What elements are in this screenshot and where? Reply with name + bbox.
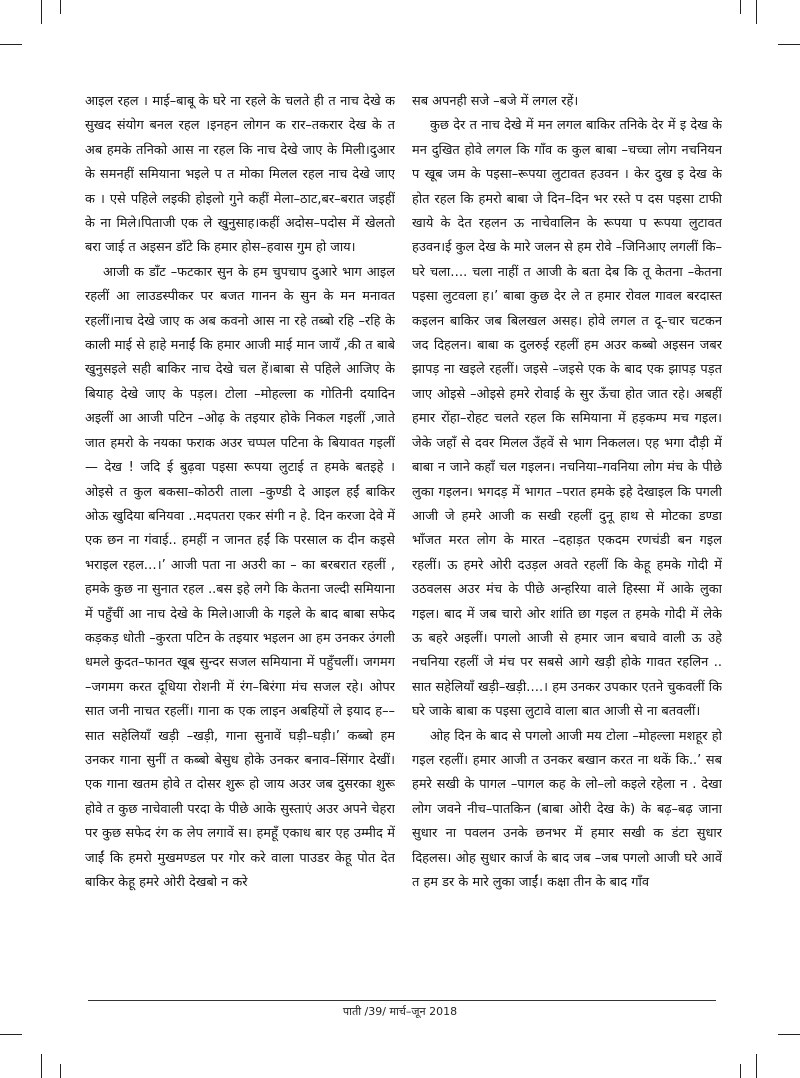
crop-mark	[0, 1034, 22, 1035]
crop-mark	[60, 0, 61, 14]
crop-mark	[740, 0, 741, 14]
paragraph: कुछ देर त नाच देखे में मन लगल बाकिर तनिके देर में इ देख के मन दुखित होवे लगल कि गाँव क कुल बाबा –चच्चा लोग नचनियन प खूब जम के पइसा–रूपया लुटावत हउवन । केर दुख इ देख के होत रहल कि हमरो बाबा जे दिन–दिन भर रस्ते प दस पइसा टाफी खाये के देत रहलन ऊ नाचेवालिन के रूपया प रूपया लुटावत हउवन।ई कुल देख के मारे जलन से हम रोवे –जिनिआए लगलीं कि– घरे चला…. चला नाहीं त आजी के बता देब कि तू केतना –केतना पइसा लुटवला ह।’ बाबा कुछ देर ले त हमार रोवल गावल बरदास्त कइलन बाकिर जब बिलखल असह। होवे लगल त दू–चार चटकन जद दिहलन। बाबा क दुलरुई रहलीं हम अउर कब्बो अइसन जबर झापड़ ना खइले रहलीं। जइसे –जइसे एक के बाद एक झापड़ पड़त जाए ओइसे –ओइसे हमरे रोवाई के सुर ऊँचा होत जात रहे। अबहीं हमार रोंहा–रोहट चलते रहल कि समियाना में हड़कम्प मच गइल। जेके जहाँ से दवर मिलल उँहवें से भाग निकलल। एह भगा दौड़ी में बाबा न जाने कहाँ चल गइलन। नचनिया–गवनिया लोग मंच के पीछे लुका गइलन। भगदड़ में भागत –परात हमके इहे देखाइल कि पगली आजी जे हमरे आजी क सखी रहलीं दुनू हाथ से मोटका डण्डा भाँजत मरत लोग के मारत –दहाड़त एकदम रणचंडी बन गइल रहलीं। ऊ हमरे ओरी दउड़ल अवते रहलीं कि केहू हमके गोदी में उठवलस अउर मंच के पीछे अन्हरिया वाले हिस्सा में आके लुका गइल। बाद में जब चारो ओर शांति छा गइल त हमके गोदी में लेके ऊ बहरे अइलीं। पगलो आजी से हमार जान बचावे वाली ऊ उहे नचनिया रहलीं जे मंच पर सबसे आगे खड़ी होके गावत रहलिन .. सात सहेलियाँ खड़ी–खड़ी….। हम उनकर उपकार एतने चुकवलीं कि घरे जाके बाबा क पइसा लुटावे वाला बात आजी से ना बतवलीं।	[412, 118, 722, 720]
paragraph: आइल रहल । माई–बाबू के घरे ना रहले के चलते ही त नाच देखे क सुखद संयोग बनल रहल ।इनहन लोगन क रार–तकरार देख के त अब हमके तनिको आस ना रहल कि नाच देखे जाए के मिली।दुआर के समनहीं समियाना भइले प त मोका मिलल रहल नाच देखे जाए क । एसे पहिले लइकी होइलो गुने कहीं मेला–ठाट,बर–बरात जइहीं के ना मिले।पिताजी एक ले खुनुसाह।कहीं अदोस–पदोस में खेलतो बरा जाई त अइसन डॉंटे कि हमार होस–हवास गुम हो जाय।	[85, 94, 395, 256]
page-footer: पाती /39/ मार्च–जून 2018	[342, 1005, 458, 1018]
crop-mark	[60, 1064, 61, 1078]
crop-mark	[41, 1054, 42, 1078]
crop-mark	[778, 1034, 800, 1035]
crop-mark	[778, 44, 800, 45]
paragraph: ओह दिन के बाद से पगलो आजी मय टोला –मोहल्ला मशहूर हो गइल रहलीं। हमार आजी त उनकर बखान करत ना थकें कि..’ सब हमरे सखी के पागल –पागल कह के लो–लो कइले रहेला न . देखा लोग जवने नीच–पातकिन (बाबा ओरी देख के) के बढ़–बढ़ जाना सुधार ना पवलन उनके छनभर में हमार सखी क डंटा सुधार दिहलस। ओह सुधार कार्ज के बाद जब –जब पगलो आजी घरे आवें त हम डर के मारे लुका जाईं। कक्षा तीन के बाद गाँव	[412, 728, 722, 890]
left-column	[85, 90, 395, 980]
crop-mark	[756, 1054, 757, 1078]
crop-mark	[41, 0, 42, 24]
paragraph: सब अपनही सजे –बजे में लगल रहें।	[412, 94, 579, 109]
crop-mark	[756, 0, 757, 24]
right-column	[412, 90, 722, 980]
paragraph: आजी क डॉंट –फटकार सुन के हम चुपचाप दुआरे भाग आइल रहलीं आ लाउडस्पीकर पर बजत गानन के सुन के मन मनावत रहलीं।नाच देखे जाए क अब कवनो आस ना रहे तब्बो रहि –रहि के काली माई से हाहे मनाईं कि हमार आजी माई मान जायँ ,की त बाबे खुनुसइले सही बाकिर नाच देखे चल हें।बाबा से पहिले आजिए के बियाह देखे जाए के पड़ल। टोला –मोहल्ला क गोतिनी दयादिन अइलीं आ आजी पटिन –ओढ़ के तइयार होके निकल गइलीं ,जाते जात हमरो के नयका फराक अउर चप्पल पटिना के बियावत गइलीं— देख ! जदि ई बुढ़वा पइसा रूपया लुटाई त हमके बतइहे । ओइसे त कुल बकसा–कोठरी ताला –कुण्डी दे आइल हईं बाकिर ओऊ खुदिया बनियवा ..मदपतरा एकर संगी न हे. दिन करजा देवे में एक छन ना गंवाई.. हमहीं न जानत हईं कि परसाल क दीन कइसे भराइल रहल…।’ आजी पता ना अउरी का – का बरबरात रहलीं , हमके कुछ ना सुनात रहल ..बस इहे लगे कि केतना जल्दी समियाना में पहुँचीं आ नाच देखे के मिले।आजी के गइले के बाद बाबा सफेद कड़कड़ धोती –कुरता पटिन के तइयार भइलन आ हम उनकर उंगली धमले कुदत–फानत खूब सुन्दर सजल समियाना में पहुँचलीं। जगमग –जगमग करत दूधिया रोशनी में रंग–बिरंगा मंच सजल रहे। ओपर सात जनी नाचत रहलीं। गाना क एक लाइन अबहियों ले इयाद ह–– सात सहेलियाँ खड़ी –खड़ी, गाना सुनावें घड़ी–घड़ी।’ कब्बो हम उनकर गाना सुनीं त कब्बो बेसुध होके उनकर बनाव–सिंगार देखीं। एक गाना खतम होवे त दोसर शुरू हो जाय अउर जब दुसरका शुरू होवे त कुछ नाचेवाली परदा के पीछे आके सुस्ताएं अउर अपने चेहरा पर कुछ सफेद रंग क लेप लगावें स। हमहूँ एकाध बार एह उम्मीद में जाईं कि हमरो मुखमण्डल पर गोर करे वाला पाउडर केहू पोत देत बाकिर केहू हमरे ओरी देखबो न करे	[85, 264, 395, 890]
crop-mark	[740, 1064, 741, 1078]
footer-divider	[88, 1000, 716, 1001]
crop-mark	[0, 44, 22, 45]
